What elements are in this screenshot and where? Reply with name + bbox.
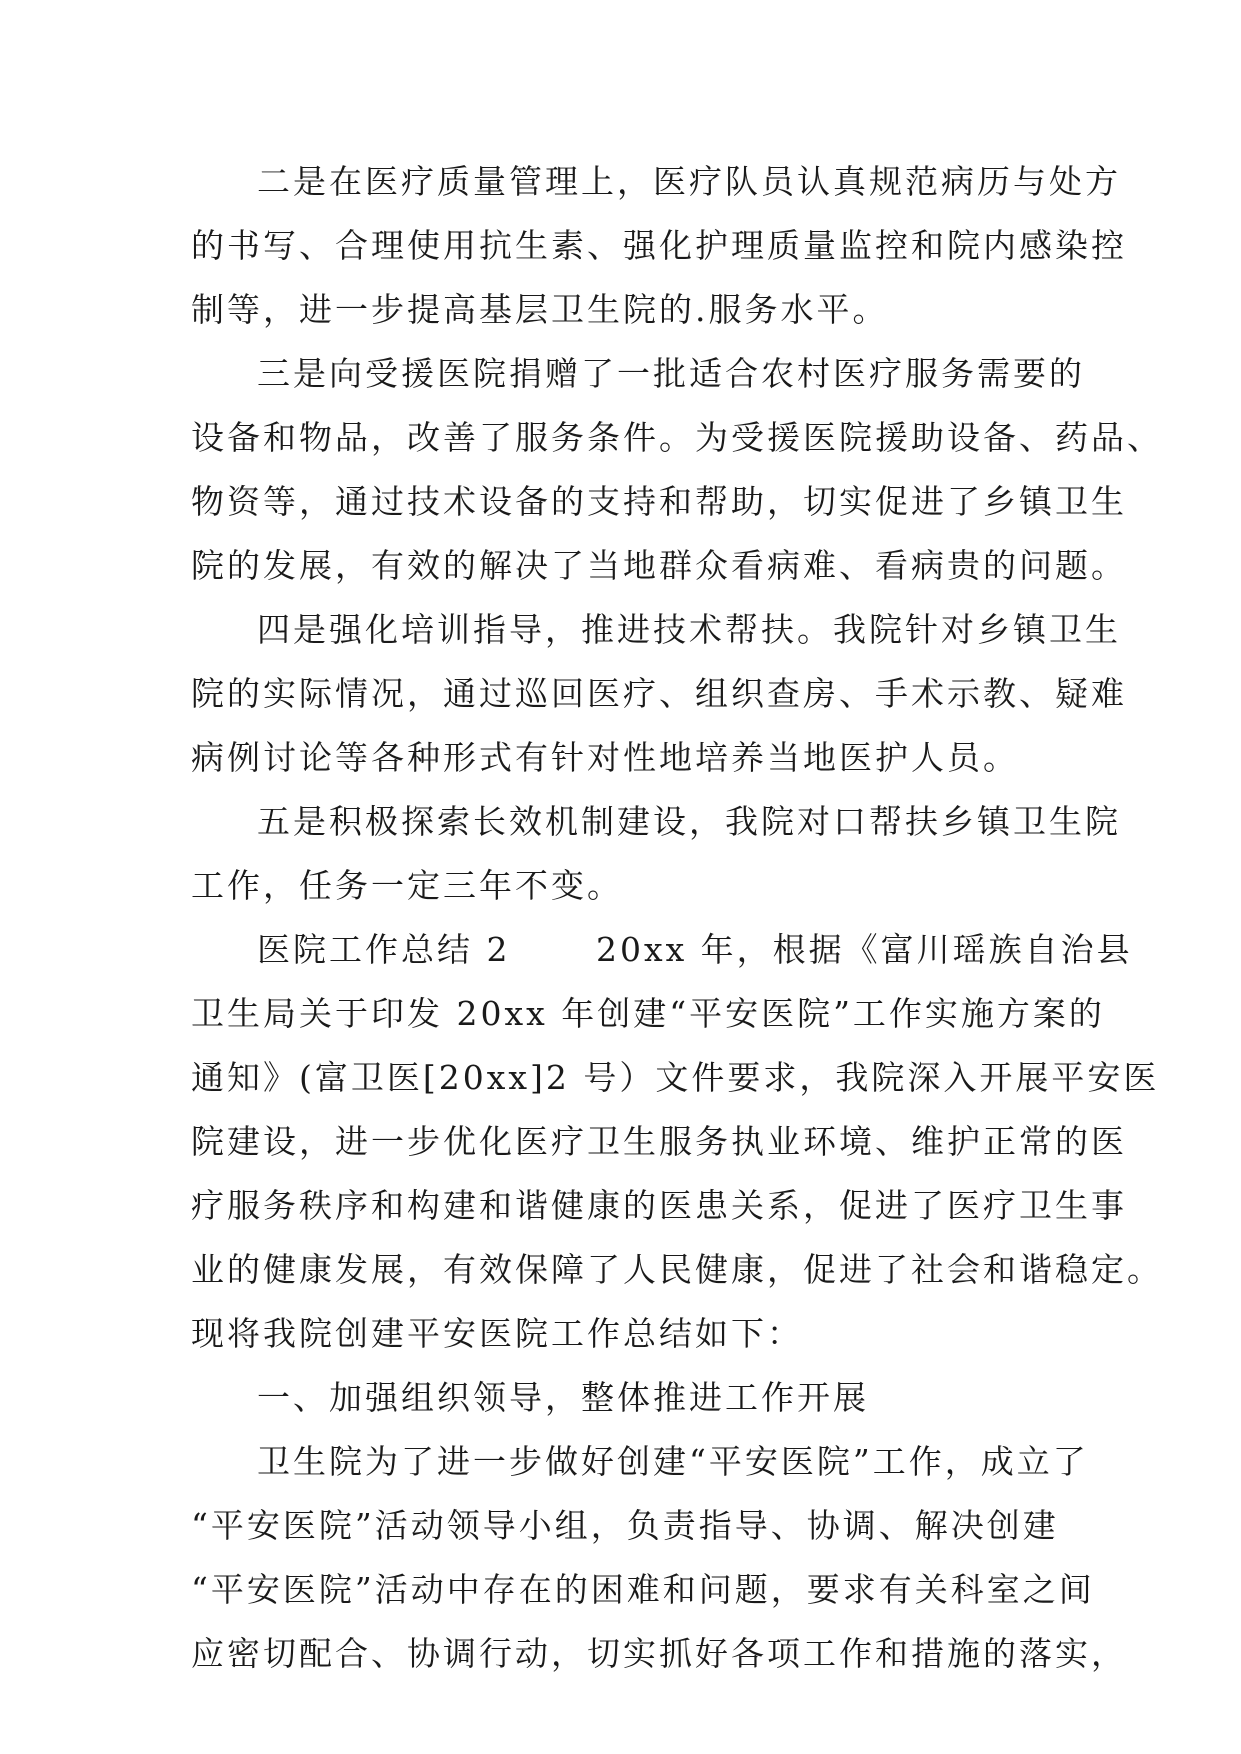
text-line: 工作，任务一定三年不变。 <box>191 866 623 905</box>
text-line: 院建设，进一步优化医疗卫生服务执业环境、维护正常的医 <box>191 1122 1127 1161</box>
text-line: 制等，进一步提高基层卫生院的.服务水平。 <box>191 290 889 329</box>
text-line: 物资等，通过技术设备的支持和帮助，切实促进了乡镇卫生 <box>191 482 1127 521</box>
text-line: 业的健康发展，有效保障了人民健康，促进了社会和谐稳定。 <box>191 1250 1163 1289</box>
text-line: 设备和物品，改善了服务条件。为受援医院援助设备、药品、 <box>191 418 1163 457</box>
text-line: 院的实际情况，通过巡回医疗、组织查房、手术示教、疑难 <box>191 674 1127 713</box>
text-line: 的书写、合理使用抗生素、强化护理质量监控和院内感染控 <box>191 226 1127 265</box>
text-line: 现将我院创建平安医院工作总结如下： <box>191 1314 803 1353</box>
text-line: 医院工作总结 2 20xx 年，根据《富川瑶族自治县 <box>257 930 1133 969</box>
text-line: 五是积极探索长效机制建设，我院对口帮扶乡镇卫生院 <box>257 802 1121 841</box>
text-line: 卫生院为了进一步做好创建“平安医院”工作，成立了 <box>257 1442 1089 1481</box>
text-line: “平安医院”活动中存在的困难和问题，要求有关科室之间 <box>191 1570 1095 1609</box>
text-line: 四是强化培训指导，推进技术帮扶。我院针对乡镇卫生 <box>257 610 1121 649</box>
text-line: 疗服务秩序和构建和谐健康的医患关系，促进了医疗卫生事 <box>191 1186 1127 1225</box>
text-line: 三是向受援医院捐赠了一批适合农村医疗服务需要的 <box>257 354 1085 393</box>
text-line: 院的发展，有效的解决了当地群众看病难、看病贵的问题。 <box>191 546 1127 585</box>
text-line: 卫生局关于印发 20xx 年创建“平安医院”工作实施方案的 <box>191 994 1105 1033</box>
text-line: “平安医院”活动领导小组，负责指导、协调、解决创建 <box>191 1506 1059 1545</box>
text-line: 病例讨论等各种形式有针对性地培养当地医护人员。 <box>191 738 1019 777</box>
text-line: 二是在医疗质量管理上，医疗队员认真规范病历与处方 <box>257 162 1121 201</box>
text-line: 通知》(富卫医[20xx]2 号）文件要求，我院深入开展平安医 <box>191 1058 1160 1097</box>
body-text <box>191 150 1163 1686</box>
text-line: 应密切配合、协调行动，切实抓好各项工作和措施的落实， <box>191 1634 1127 1673</box>
text-line: 一、加强组织领导，整体推进工作开展 <box>257 1378 869 1417</box>
